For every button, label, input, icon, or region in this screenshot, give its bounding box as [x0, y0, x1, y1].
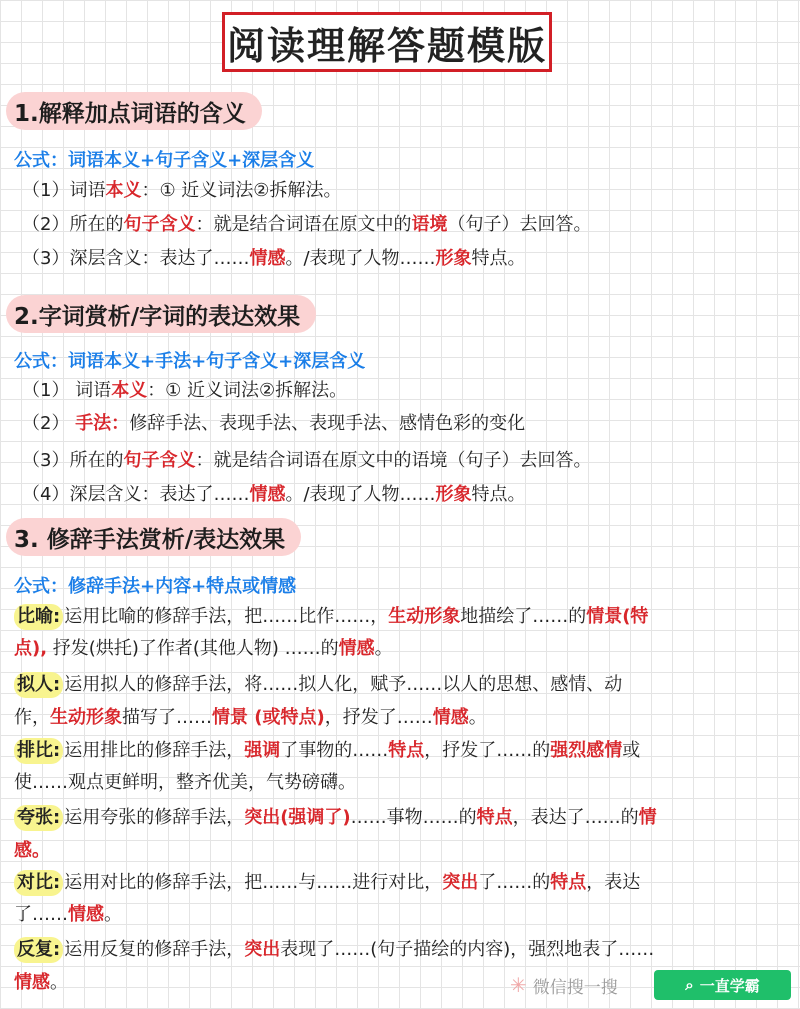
text: （1） 词语 [22, 380, 112, 401]
text: 。/表现了人物…… [285, 484, 436, 505]
contrast-line-1 [14, 870, 640, 896]
text: ……事物……的 [350, 807, 477, 828]
text: 了…… [14, 904, 68, 925]
keyword: 情感 [14, 972, 50, 993]
text: 修辞手法、表现手法、表现手法、感情色彩的变化 [129, 413, 526, 434]
section-2-line-3 [22, 448, 591, 474]
keyword: 手法： [75, 413, 130, 434]
text: 运用反复的修辞手法， [64, 939, 245, 960]
section-2-formula: 公式：词语本义+手法+句子含义+深层含义 [14, 351, 366, 372]
text: 描写了…… [122, 707, 212, 728]
text: 特点。 [471, 484, 526, 505]
keyword: 生动形象 [388, 606, 461, 627]
keyword: 情景(特 [586, 606, 649, 627]
page-title: 阅读理解答题模版 [226, 23, 547, 68]
repetition-line-2 [14, 970, 68, 996]
search-button[interactable] [654, 970, 791, 1000]
repetition-line-1 [14, 937, 654, 963]
text: （3）所在的 [22, 450, 124, 471]
text: 表现了……(句子描绘的内容)，强烈地表了…… [280, 939, 655, 960]
keyword: 特点 [388, 740, 425, 761]
keyword: 情景 (或特点) [212, 707, 325, 728]
keyword: 本义 [111, 380, 148, 401]
text: 运用拟人的修辞手法，将……拟人化，赋予……以人的思想、感情、动 [64, 674, 623, 695]
keyword: 特点 [550, 872, 587, 893]
section-1-line-1 [22, 178, 341, 204]
keyword: 句子含义 [123, 450, 196, 471]
keyword: 情感 [68, 904, 104, 925]
personification-line-1 [14, 672, 622, 698]
keyword: 感。 [14, 840, 50, 861]
text: 运用比喻的修辞手法，把……比作……， [64, 606, 389, 627]
text: 特点。 [471, 248, 526, 269]
keyword: 强烈感情 [550, 740, 623, 761]
text: 。 [50, 972, 68, 993]
hyperbole-keyword: 夸张: [14, 805, 63, 831]
text: ，表达 [586, 872, 641, 893]
text: 运用对比的修辞手法，把……与……进行对比， [64, 872, 443, 893]
keyword: 突出 [442, 872, 479, 893]
keyword: 点), [14, 638, 48, 659]
keyword: 生动形象 [50, 707, 122, 728]
title-box [222, 12, 552, 72]
keyword: 特点 [476, 807, 513, 828]
keyword: 句子含义 [123, 214, 196, 235]
section-2-line-1 [22, 378, 347, 404]
hyperbole-line-2 [14, 838, 50, 864]
text: 地描绘了……的 [460, 606, 587, 627]
text: ，抒发了…… [324, 707, 433, 728]
text: 抒发(烘托)了作者(其他人物) ……的 [47, 638, 339, 659]
text: 运用夸张的修辞手法， [64, 807, 245, 828]
search-icon: ⌕ [685, 976, 694, 994]
text: 。 [104, 904, 122, 925]
text: ，抒发了……的 [424, 740, 551, 761]
text: ：就是结合词语在原文中的 [195, 214, 412, 235]
parallelism-keyword: 排比: [14, 738, 63, 764]
hyperbole-line-1 [14, 805, 657, 831]
section-2-heading: 2.字词赏析/字词的表达效果 [6, 295, 316, 333]
section-1-line-3 [22, 246, 526, 272]
keyword: 本义 [105, 180, 142, 201]
text: 使……观点更鲜明，整齐优美，气势磅礴。 [14, 772, 356, 793]
text: 作， [14, 707, 50, 728]
text: 或 [622, 740, 641, 761]
section-3-formula: 公式：修辞手法+内容+特点或情感 [14, 576, 297, 597]
text: 。 [374, 638, 393, 659]
text: 。/表现了人物…… [285, 248, 436, 269]
personification-line-2 [14, 705, 487, 731]
keyword: 情感 [249, 248, 286, 269]
text: 运用排比的修辞手法， [64, 740, 245, 761]
text: （2）所在的 [22, 214, 124, 235]
text: （2） [22, 413, 76, 434]
parallelism-line-1 [14, 738, 640, 764]
keyword: 形象 [435, 248, 472, 269]
contrast-keyword: 对比: [14, 870, 63, 896]
weixin-search-icon: ✳ [510, 973, 527, 997]
watermark [510, 970, 618, 1000]
text: ：① 近义词法②拆解法。 [141, 180, 342, 201]
metaphor-keyword: 比喻: [14, 604, 63, 630]
section-1-line-2 [22, 212, 591, 238]
repetition-keyword: 反复: [14, 937, 63, 963]
keyword: 突出 [244, 939, 281, 960]
keyword: 形象 [435, 484, 472, 505]
metaphor-line-2 [14, 636, 393, 662]
parallelism-line-2 [14, 770, 356, 796]
section-1-formula: 公式：词语本义+句子含义+深层含义 [14, 150, 315, 171]
section-2-line-4 [22, 482, 526, 508]
personification-keyword: 拟人: [14, 672, 63, 698]
keyword: 情感 [432, 707, 469, 728]
keyword: 语境 [411, 214, 448, 235]
keyword: 情感 [249, 484, 286, 505]
text: ：① 近义词法②拆解法。 [147, 380, 348, 401]
search-button-label: 一直学霸 [699, 976, 760, 995]
keyword: 情 [638, 807, 657, 828]
watermark-text: 微信搜一搜 [532, 977, 618, 998]
text: 了……的 [478, 872, 551, 893]
text: （1）词语 [22, 180, 106, 201]
text: 了事物的…… [280, 740, 389, 761]
text: （4）深层含义：表达了…… [22, 484, 250, 505]
text: ：就是结合词语在原文中的语境（句子）去回答。 [195, 450, 592, 471]
text: ，表达了……的 [512, 807, 639, 828]
text: （3）深层含义：表达了…… [22, 248, 250, 269]
text: （句子）去回答。 [447, 214, 592, 235]
keyword: 突出(强调了) [244, 807, 351, 828]
text: 。 [468, 707, 487, 728]
metaphor-line-1 [14, 604, 648, 630]
section-3-heading: 3. 修辞手法赏析/表达效果 [6, 518, 301, 556]
contrast-line-2 [14, 902, 122, 928]
section-1-heading: 1.解释加点词语的含义 [6, 92, 262, 130]
keyword: 强调 [244, 740, 281, 761]
section-2-line-2 [22, 411, 525, 437]
keyword: 情感 [338, 638, 375, 659]
